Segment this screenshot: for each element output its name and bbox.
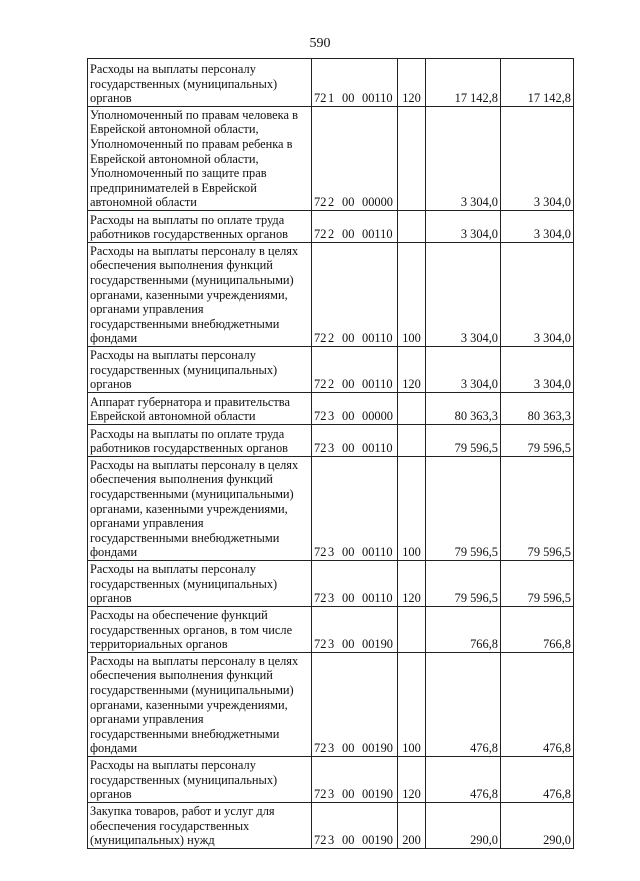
row-name-line: Уполномоченный по правам человека в	[90, 107, 298, 122]
row-code-part: 1	[328, 91, 335, 106]
row-code-part: 00110	[362, 331, 393, 346]
row-code-part: 72	[314, 637, 327, 652]
row-code-part: 3	[328, 741, 335, 756]
row-code-part: 00	[342, 195, 355, 210]
row-code-part: 72	[314, 833, 327, 848]
row-sum-1-cell: 766,8	[426, 607, 501, 653]
row-sum-1-cell: 476,8	[426, 653, 501, 757]
table-row	[88, 393, 574, 425]
budget-table	[87, 58, 574, 849]
row-code-part: 00110	[362, 227, 393, 242]
row-sum-1-cell: 3 304,0	[426, 243, 501, 347]
row-name-line: фондами	[90, 331, 138, 346]
row-name-line: Расходы на выплаты персоналу	[90, 758, 256, 773]
row-sum-2-cell: 3 304,0	[501, 347, 574, 393]
row-code-part: 72	[314, 195, 327, 210]
row-code-part: 00	[342, 787, 355, 802]
row-sum-1-cell: 476,8	[426, 757, 501, 803]
row-sum-1-cell: 3 304,0	[426, 107, 501, 211]
row-code-cell	[312, 803, 398, 849]
row-name-line: Аппарат губернатора и правительства	[90, 394, 290, 409]
row-name-line: обеспечения выполнения функций	[90, 472, 273, 487]
row-name-line: государственных (муниципальных)	[90, 576, 278, 591]
row-code-part: 2	[328, 331, 335, 346]
row-code-part: 2	[328, 227, 335, 242]
row-name-line: Расходы на выплаты персоналу	[90, 562, 256, 577]
budget-table-body	[88, 59, 574, 849]
row-name-cell	[88, 59, 312, 107]
row-expense-type-cell: 200	[398, 803, 426, 849]
row-sum-1-cell: 79 596,5	[426, 457, 501, 561]
row-code-part: 00110	[362, 91, 393, 106]
row-name-line: Уполномоченный по правам ребенка в	[90, 137, 293, 152]
row-expense-type-cell: 100	[398, 457, 426, 561]
row-name-cell	[88, 243, 312, 347]
row-code-part: 00110	[362, 545, 393, 560]
row-name-line: государственных органов, в том числе	[90, 622, 293, 637]
row-name-line: Расходы на выплаты персоналу	[90, 348, 256, 363]
row-sum-2-cell: 3 304,0	[501, 107, 574, 211]
table-row	[88, 425, 574, 457]
table-row	[88, 653, 574, 757]
row-sum-2-cell: 79 596,5	[501, 561, 574, 607]
row-name-cell	[88, 347, 312, 393]
row-name-line: Расходы на выплаты персоналу в целях	[90, 457, 299, 472]
row-name-line: Расходы на выплаты персоналу	[90, 62, 256, 77]
row-code-part: 00	[342, 741, 355, 756]
row-code-cell	[312, 757, 398, 803]
table-row	[88, 607, 574, 653]
row-name-cell	[88, 457, 312, 561]
row-sum-1-cell: 3 304,0	[426, 211, 501, 243]
row-code-part: 00	[342, 591, 355, 606]
table-row	[88, 107, 574, 211]
row-code-part: 72	[314, 331, 327, 346]
row-name-line: фондами	[90, 545, 138, 560]
table-row	[88, 347, 574, 393]
row-code-part: 72	[314, 227, 327, 242]
row-code-part: 72	[314, 377, 327, 392]
row-code-part: 00110	[362, 377, 393, 392]
row-code-part: 00	[342, 377, 355, 392]
row-code-part: 72	[314, 545, 327, 560]
row-code-part: 2	[328, 195, 335, 210]
row-name-line: государственными (муниципальными)	[90, 683, 294, 698]
row-code-cell	[312, 211, 398, 243]
row-sum-1-cell: 290,0	[426, 803, 501, 849]
row-name-line: органами управления	[90, 302, 204, 317]
row-name-cell	[88, 803, 312, 849]
row-name-line: обеспечения государственных	[90, 818, 250, 833]
row-code-part: 3	[328, 787, 335, 802]
row-code-part: 00110	[362, 441, 393, 456]
row-name-line: государственными (муниципальными)	[90, 273, 294, 288]
row-code-cell	[312, 347, 398, 393]
row-sum-2-cell: 79 596,5	[501, 425, 574, 457]
row-code-part: 00190	[362, 833, 393, 848]
row-name-line: органами управления	[90, 712, 204, 727]
row-code-cell	[312, 561, 398, 607]
row-sum-1-cell: 79 596,5	[426, 561, 501, 607]
row-name-line: органов	[90, 91, 132, 106]
row-sum-1-cell: 79 596,5	[426, 425, 501, 457]
row-code-part: 00	[342, 441, 355, 456]
row-code-part: 72	[314, 91, 327, 106]
row-name-line: органов	[90, 787, 132, 802]
row-code-cell	[312, 653, 398, 757]
row-code-part: 3	[328, 409, 335, 424]
row-code-part: 00000	[362, 195, 393, 210]
row-code-part: 00	[342, 331, 355, 346]
row-expense-type-cell	[398, 425, 426, 457]
row-name-line: государственными внебюджетными	[90, 316, 280, 331]
row-code-part: 00	[342, 833, 355, 848]
row-code-part: 72	[314, 591, 327, 606]
row-code-cell	[312, 607, 398, 653]
row-name-line: территориальных органов	[90, 637, 228, 652]
row-code-part: 00	[342, 91, 355, 106]
table-row	[88, 211, 574, 243]
row-sum-1-cell: 17 142,8	[426, 59, 501, 107]
row-expense-type-cell	[398, 393, 426, 425]
row-code-part: 3	[328, 833, 335, 848]
row-name-line: (муниципальных) нужд	[90, 833, 215, 848]
row-name-line: органов	[90, 591, 132, 606]
row-code-part: 3	[328, 441, 335, 456]
row-name-line: Закупка товаров, работ и услуг для	[90, 804, 275, 819]
row-name-line: Расходы на выплаты по оплате труда	[90, 426, 285, 441]
row-code-part: 72	[314, 787, 327, 802]
row-name-line: обеспечения выполнения функций	[90, 668, 273, 683]
table-row	[88, 59, 574, 107]
row-name-line: государственными внебюджетными	[90, 726, 280, 741]
row-code-part: 3	[328, 591, 335, 606]
row-name-line: органами, казенными учреждениями,	[90, 287, 288, 302]
row-name-line: Еврейской автономной области,	[90, 151, 259, 166]
row-code-part: 00	[342, 227, 355, 242]
row-code-part: 72	[314, 741, 327, 756]
table-row	[88, 803, 574, 849]
row-code-part: 00	[342, 545, 355, 560]
page-number: 590	[309, 36, 331, 51]
row-code-part: 00190	[362, 637, 393, 652]
row-expense-type-cell: 100	[398, 653, 426, 757]
row-name-line: Еврейской автономной области,	[90, 122, 259, 137]
row-name-cell	[88, 653, 312, 757]
row-sum-2-cell: 17 142,8	[501, 59, 574, 107]
row-sum-1-cell: 3 304,0	[426, 347, 501, 393]
row-code-cell	[312, 243, 398, 347]
row-sum-2-cell: 80 363,3	[501, 393, 574, 425]
row-name-line: государственных (муниципальных)	[90, 362, 278, 377]
row-sum-2-cell: 476,8	[501, 653, 574, 757]
row-name-line: Еврейской автономной области	[90, 409, 256, 424]
row-name-line: органов	[90, 377, 132, 392]
row-expense-type-cell: 120	[398, 59, 426, 107]
row-name-line: государственных (муниципальных)	[90, 76, 278, 91]
row-name-line: Расходы на выплаты персоналу в целях	[90, 653, 299, 668]
row-name-line: органами, казенными учреждениями,	[90, 501, 288, 516]
row-sum-2-cell: 3 304,0	[501, 243, 574, 347]
row-code-cell	[312, 425, 398, 457]
row-name-line: Расходы на выплаты по оплате труда	[90, 212, 285, 227]
row-sum-2-cell: 290,0	[501, 803, 574, 849]
table-row	[88, 243, 574, 347]
row-sum-2-cell: 3 304,0	[501, 211, 574, 243]
row-code-part: 2	[328, 377, 335, 392]
row-name-cell	[88, 425, 312, 457]
table-row	[88, 561, 574, 607]
row-code-part: 00190	[362, 741, 393, 756]
row-code-part: 00	[342, 409, 355, 424]
row-code-cell	[312, 457, 398, 561]
row-code-part: 3	[328, 545, 335, 560]
row-expense-type-cell	[398, 607, 426, 653]
row-name-cell	[88, 211, 312, 243]
row-expense-type-cell	[398, 107, 426, 211]
row-name-line: государственными внебюджетными	[90, 530, 280, 545]
row-name-line: Расходы на выплаты персоналу в целях	[90, 243, 299, 258]
row-sum-2-cell: 766,8	[501, 607, 574, 653]
row-expense-type-cell: 120	[398, 757, 426, 803]
row-expense-type-cell: 100	[398, 243, 426, 347]
row-name-line: государственными (муниципальными)	[90, 487, 294, 502]
row-code-part: 00190	[362, 787, 393, 802]
row-code-cell	[312, 393, 398, 425]
row-name-line: органами, казенными учреждениями,	[90, 697, 288, 712]
table-row	[88, 457, 574, 561]
row-name-cell	[88, 607, 312, 653]
row-code-part: 00110	[362, 591, 393, 606]
row-name-cell	[88, 107, 312, 211]
row-name-cell	[88, 561, 312, 607]
row-expense-type-cell: 120	[398, 347, 426, 393]
row-code-cell	[312, 59, 398, 107]
row-name-cell	[88, 393, 312, 425]
row-name-line: работников государственных органов	[90, 441, 288, 456]
row-name-line: работников государственных органов	[90, 227, 288, 242]
row-code-part: 00000	[362, 409, 393, 424]
row-sum-2-cell: 476,8	[501, 757, 574, 803]
row-name-line: обеспечения выполнения функций	[90, 258, 273, 273]
row-code-part: 72	[314, 409, 327, 424]
row-name-line: государственных (муниципальных)	[90, 772, 278, 787]
row-expense-type-cell	[398, 211, 426, 243]
row-name-line: Уполномоченный по защите прав	[90, 166, 267, 181]
table-row	[88, 757, 574, 803]
row-code-part: 00	[342, 637, 355, 652]
row-code-cell	[312, 107, 398, 211]
row-name-line: предпринимателей в Еврейской	[90, 180, 257, 195]
row-code-part: 3	[328, 637, 335, 652]
row-sum-2-cell: 79 596,5	[501, 457, 574, 561]
row-name-line: Расходы на обеспечение функций	[90, 608, 268, 623]
row-expense-type-cell: 120	[398, 561, 426, 607]
row-name-line: фондами	[90, 741, 138, 756]
row-code-part: 72	[314, 441, 327, 456]
row-name-line: органами управления	[90, 516, 204, 531]
row-sum-1-cell: 80 363,3	[426, 393, 501, 425]
row-name-line: автономной области	[90, 195, 197, 210]
row-name-cell	[88, 757, 312, 803]
